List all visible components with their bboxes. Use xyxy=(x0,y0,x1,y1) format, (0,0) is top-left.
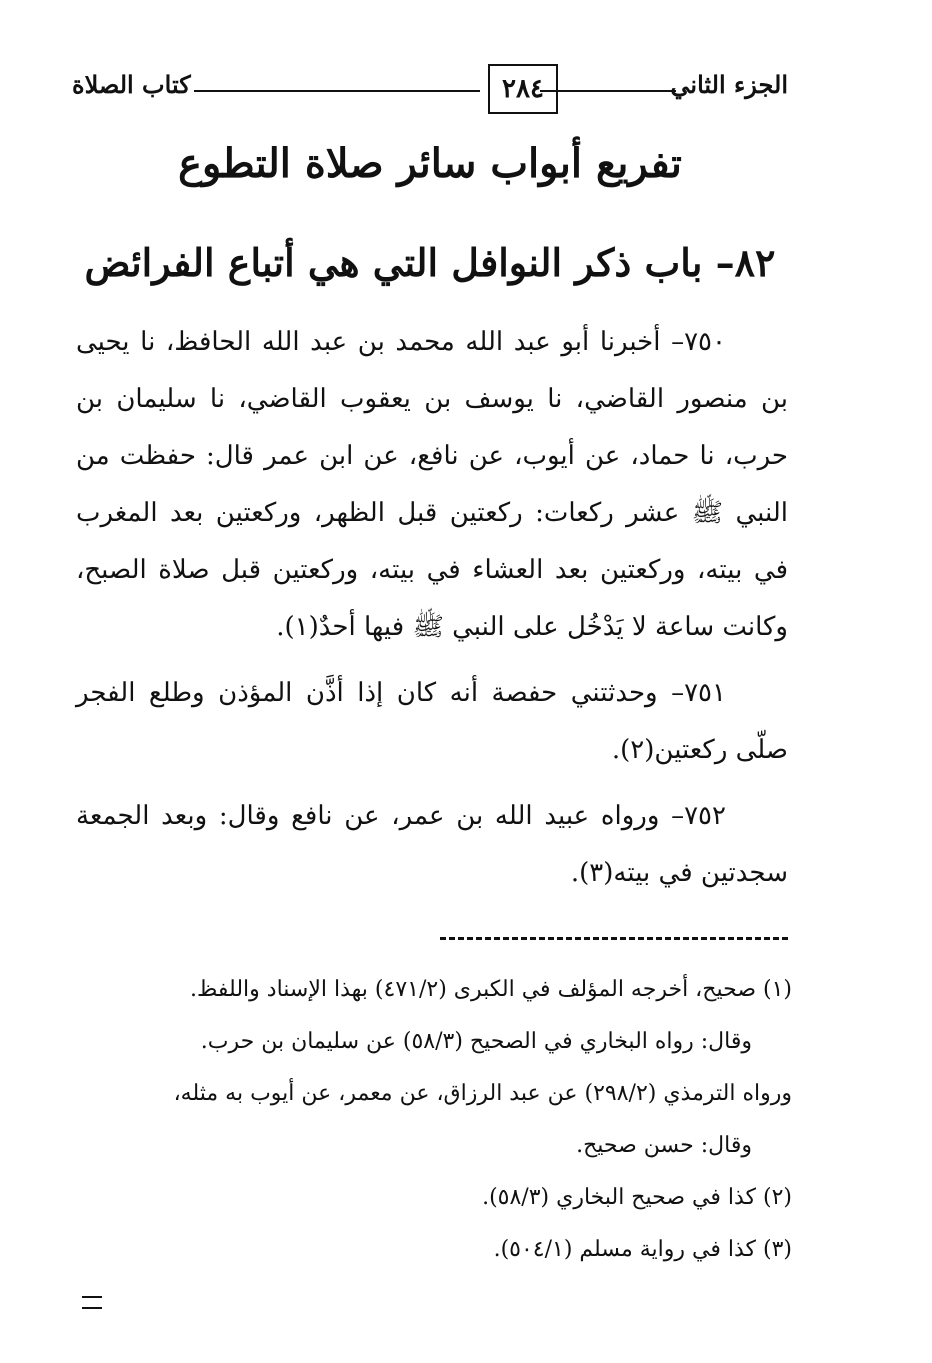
header-rule-left xyxy=(194,90,480,92)
footnote-separator xyxy=(440,937,788,940)
footnote-1-line-3: ورواه الترمذي (٢٩٨/٢) عن عبد الرزاق، عن معمر، عن أيوب به مثله، xyxy=(173,1081,792,1106)
page-end-mark xyxy=(82,1296,102,1309)
footnote-1-line-2: وقال: رواه البخاري في الصحيح (٥٨/٣) عن سليمان بن حرب. xyxy=(200,1029,752,1054)
hadith-751: ٧٥١– وحدثتني حفصة أنه كان إذا أذَّن المؤذن وطلع الفجر صلّى ركعتين(٢). xyxy=(76,678,788,765)
footnotes xyxy=(76,964,792,1276)
volume-label: الجزء الثاني xyxy=(670,70,788,99)
page-number: ٢٨٤ xyxy=(488,64,558,114)
footnote-3: (٣) كذا في رواية مسلم (٥٠٤/١). xyxy=(493,1237,792,1262)
chapter-title: ٨٢– باب ذكر النوافل التي هي أتباع الفرائض xyxy=(84,240,776,285)
body-text xyxy=(76,314,788,911)
hadith-752: ٧٥٢– ورواه عبيد الله بن عمر، عن نافع وقال: وبعد الجمعة سجدتين في بيته(٣). xyxy=(76,801,788,888)
header-rule-right xyxy=(540,90,676,92)
section-title: تفريع أبواب سائر صلاة التطوع xyxy=(178,140,682,187)
hadith-750: ٧٥٠– أخبرنا أبو عبد الله محمد بن عبد الله الحافظ، نا يحيى بن منصور القاضي، نا يوسف بن يعقوب القاضي، نا سليمان بن حرب، نا حماد، عن أيوب، عن نافع، عن ابن عمر قال: حفظت من النبي ﷺ عشر ركعات: ركعتين قبل الظهر، وركعتين بعد المغرب في بيته، وركعتين بعد العشاء في بيته، وركعتين قبل صلاة الصبح، وكانت ساعة لا يَدْخُل على النبي ﷺ فيها أحدٌ(١). xyxy=(76,327,788,642)
running-header xyxy=(72,64,788,116)
footnote-1-line-4: وقال: حسن صحيح. xyxy=(576,1133,752,1158)
footnote-2: (٢) كذا في صحيح البخاري (٥٨/٣). xyxy=(482,1185,792,1210)
footnote-1: (١) صحيح، أخرجه المؤلف في الكبرى (٤٧١/٢) بهذا الإسناد واللفظ. xyxy=(190,977,792,1002)
book-label: كتاب الصلاة xyxy=(72,70,191,99)
